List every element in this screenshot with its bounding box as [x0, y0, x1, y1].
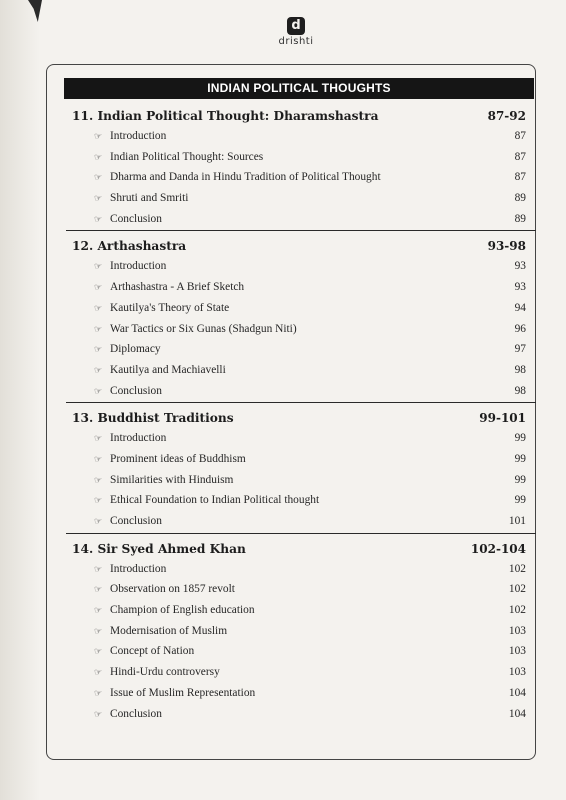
- toc-item-title: Indian Political Thought: Sources: [110, 150, 264, 163]
- toc-item-title: Introduction: [110, 562, 167, 575]
- table-of-contents: [72, 106, 530, 731]
- pointing-hand-icon: ☞: [94, 131, 103, 141]
- toc-item-title: Prominent ideas of Buddhism: [110, 452, 246, 465]
- toc-item-page: 97: [514, 343, 526, 356]
- toc-item-page: 99: [514, 494, 526, 507]
- toc-item-page: 93: [514, 260, 526, 273]
- section-title: 13. Buddhist Traditions: [72, 411, 234, 426]
- pointing-hand-icon: ☞: [94, 323, 103, 334]
- toc-item: [72, 147, 530, 168]
- toc-item: [72, 428, 530, 449]
- pointing-hand-icon: ☞: [94, 433, 103, 444]
- pointing-hand-icon: ☞: [94, 474, 103, 485]
- toc-item: [72, 683, 530, 704]
- toc-item-title: Shruti and Smriti: [110, 192, 189, 205]
- section-title: 11. Indian Political Thought: Dharamshastra: [72, 109, 379, 123]
- toc-item-title: War Tactics or Six Gunas (Shadgun Niti): [110, 322, 297, 335]
- section-title: 14. Sir Syed Ahmed Khan: [72, 541, 246, 556]
- toc-item: [72, 600, 530, 621]
- toc-item-title: Conclusion: [110, 707, 162, 720]
- section-page-range: 93-98: [487, 239, 526, 254]
- pointing-hand-icon: ☞: [94, 516, 103, 526]
- page-title: INDIAN POLITICAL THOUGHTS: [64, 78, 534, 99]
- toc-item: [72, 319, 530, 340]
- pointing-hand-icon: ☞: [94, 151, 103, 162]
- pointing-hand-icon: ☞: [94, 453, 103, 464]
- toc-item: [72, 126, 530, 147]
- toc-item-page: 102: [508, 583, 526, 596]
- toc-item-title: Dharma and Danda in Hindu Tradition of Political Thought: [110, 171, 381, 184]
- pointing-hand-icon: ☞: [94, 667, 103, 678]
- toc-item-title: Arthashastra - A Brief Sketch: [110, 281, 245, 294]
- toc-item-page: 102: [508, 604, 526, 617]
- pointing-hand-icon: ☞: [94, 605, 103, 616]
- toc-item-title: Introduction: [110, 432, 167, 445]
- section-heading-row: [72, 106, 530, 126]
- pointing-hand-icon: ☞: [94, 646, 103, 657]
- toc-item-page: 94: [514, 301, 526, 314]
- section-heading-row: [72, 539, 530, 559]
- toc-item-title: Champion of English education: [110, 604, 255, 617]
- toc-item-page: 103: [508, 624, 526, 637]
- toc-section: [72, 106, 530, 229]
- toc-item-title: Conclusion: [110, 515, 162, 527]
- toc-item-page: 101: [508, 515, 526, 527]
- toc-item: [72, 470, 530, 491]
- toc-item-title: Conclusion: [110, 384, 162, 397]
- toc-item-title: Introduction: [110, 260, 167, 273]
- toc-item-page: 103: [508, 666, 526, 679]
- toc-item-title: Kautilya and Machiavelli: [110, 363, 226, 376]
- section-page-range: 102-104: [470, 541, 526, 556]
- toc-item: [72, 209, 530, 230]
- toc-item-title: Diplomacy: [110, 343, 161, 356]
- section-heading-row: [72, 408, 530, 428]
- toc-item: [72, 277, 530, 298]
- section-heading-row: [72, 236, 530, 256]
- toc-item: [72, 621, 530, 642]
- toc-item-title: Hindi-Urdu controversy: [110, 666, 220, 679]
- toc-item-page: 98: [514, 384, 526, 397]
- toc-item: [72, 511, 530, 532]
- toc-item-page: 93: [514, 281, 526, 294]
- toc-item-page: 87: [514, 150, 526, 163]
- section-page-range: 87-92: [487, 109, 526, 123]
- toc-item: [72, 641, 530, 662]
- toc-item-page: 99: [514, 432, 526, 445]
- toc-item-page: 96: [514, 322, 526, 335]
- toc-item: [72, 449, 530, 470]
- toc-item: [72, 256, 530, 277]
- toc-item: [72, 167, 530, 188]
- toc-item-page: 98: [514, 363, 526, 376]
- pointing-hand-icon: ☞: [94, 302, 103, 313]
- page-edge-shadow: [0, 0, 40, 800]
- toc-item: [72, 559, 530, 580]
- drishti-logo: [276, 14, 316, 47]
- section-title: 12. Arthashastra: [72, 239, 187, 254]
- toc-item-page: 103: [508, 645, 526, 658]
- toc-item-title: Kautilya's Theory of State: [110, 301, 230, 314]
- toc-section: [72, 236, 530, 401]
- toc-item-title: Issue of Muslim Representation: [110, 686, 256, 699]
- pointing-hand-icon: ☞: [94, 708, 103, 719]
- toc-item-title: Similarities with Hinduism: [110, 473, 234, 486]
- toc-item: [72, 490, 530, 511]
- toc-item: [72, 704, 530, 725]
- toc-item-page: 99: [514, 473, 526, 486]
- toc-item-title: Ethical Foundation to Indian Political thought: [110, 494, 320, 507]
- toc-item-title: Introduction: [110, 130, 167, 142]
- toc-item-page: 104: [508, 707, 526, 720]
- pointing-hand-icon: ☞: [94, 495, 103, 506]
- toc-item: [72, 339, 530, 360]
- pointing-hand-icon: ☞: [94, 261, 103, 272]
- section-page-range: 99-101: [479, 411, 526, 426]
- toc-item-page: 104: [508, 686, 526, 699]
- toc-item-page: 99: [514, 452, 526, 465]
- pointing-hand-icon: ☞: [94, 625, 103, 636]
- section-divider: [66, 533, 536, 534]
- toc-item-title: Modernisation of Muslim: [110, 624, 228, 637]
- section-divider: [66, 230, 536, 231]
- logo-text: drishti: [278, 36, 314, 47]
- toc-item: [72, 579, 530, 600]
- pointing-hand-icon: ☞: [94, 385, 103, 396]
- pointing-hand-icon: ☞: [94, 172, 103, 183]
- toc-item: [72, 298, 530, 319]
- toc-section: [72, 408, 530, 531]
- toc-item-page: 87: [514, 130, 526, 142]
- toc-item-page: 87: [514, 171, 526, 184]
- pointing-hand-icon: ☞: [94, 364, 103, 375]
- toc-item-title: Observation on 1857 revolt: [110, 583, 235, 596]
- pointing-hand-icon: ☞: [94, 687, 103, 698]
- toc-item-title: Conclusion: [110, 212, 162, 225]
- toc-item: [72, 188, 530, 209]
- pointing-hand-icon: ☞: [94, 282, 103, 293]
- toc-item-page: 89: [514, 192, 526, 205]
- toc-item-page: 89: [514, 212, 526, 225]
- section-divider: [66, 402, 536, 403]
- pointing-hand-icon: ☞: [94, 344, 103, 355]
- toc-item: [72, 662, 530, 683]
- toc-item: [72, 381, 530, 402]
- toc-section: [72, 539, 530, 725]
- pointing-hand-icon: ☞: [94, 563, 103, 574]
- pointing-hand-icon: ☞: [94, 213, 103, 224]
- toc-item-title: Concept of Nation: [110, 645, 195, 658]
- toc-item-page: 102: [508, 562, 526, 575]
- pointing-hand-icon: ☞: [94, 584, 103, 595]
- logo-letter: d: [287, 17, 305, 35]
- pointing-hand-icon: ☞: [94, 193, 103, 204]
- toc-item: [72, 360, 530, 381]
